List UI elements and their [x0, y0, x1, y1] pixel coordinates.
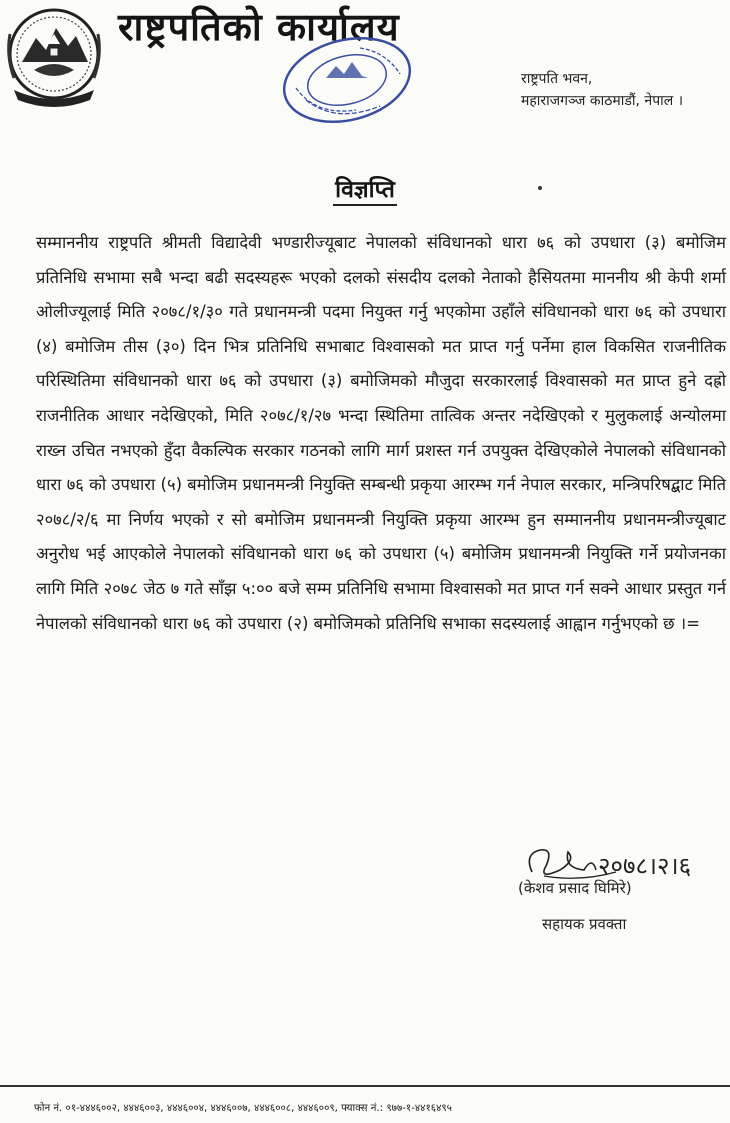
office-title: राष्ट्रपतिको कार्यालय [118, 5, 400, 49]
address-line-2: महाराजगञ्ज काठमाडौं, नेपाल । [521, 93, 684, 109]
office-round-stamp-icon [276, 34, 418, 130]
notice-heading-text: विज्ञप्ति [333, 177, 397, 206]
address-line-1: राष्ट्रपति भवन, [521, 71, 593, 87]
ink-dot [538, 186, 542, 190]
nepal-emblem-icon [4, 4, 104, 108]
footer-divider [0, 1085, 730, 1087]
notice-body: सम्माननीय राष्ट्रपति श्रीमती विद्यादेवी भण्डारीज्यूबाट नेपालको संविधानको धारा ७६ को उपधारा (३) बमोजिम प्रतिनिधि सभामा सबै भन्दा बढी सदस्यहरू भएको दलको संसदीय दलको नेताको हैसियतमा माननीय श्री केपी शर्मा ओलीज्यूलाई मिति २०७८/१/३० गते प्रधानमन्त्री पदमा नियुक्त गर्नु भएकोमा उहाँले संविधानको धारा ७६ को उपधारा (४) बमोजिम तीस (३०) दिन भित्र प्रतिनिधि सभाबाट विश्वासको मत प्राप्त गर्नु पर्नेमा हाल विकसित राजनीतिक परिस्थितिमा संविधानको धारा ७६ को उपधारा (३) बमोजिमको मौजुदा सरकारलाई विश्वासको मत प्राप्त हुने दह्रो राजनीतिक आधार नदेखिएको, मिति २०७८/१/२७ भन्दा स्थितिमा तात्विक अन्तर नदेखिएको र मुलुकलाई अन्योलमा राख्न उचित नभएको हुँदा वैकल्पिक सरकार गठनको लागि मार्ग प्रशस्त गर्न उपयुक्त देखिएकोले नेपालको संविधानको धारा ७६ को उपधारा (५) बमोजिम प्रधानमन्त्री नियुक्ति सम्बन्धी प्रकृया आरम्भ गर्न नेपाल सरकार, मन्त्रिपरिषद्बाट मिति २०७८/२/६ मा निर्णय भएको र सो बमोजिम प्रधानमन्त्री नियुक्ति प्रकृया आरम्भ हुन सम्माननीय प्रधानमन्त्रीज्यूबाट अनुरोध भई आएकोले नेपालको संविधानको धारा ७६ को उपधारा (५) बमोजिम प्रधानमन्त्री नियुक्ति गर्ने प्रयोजनका लागि मिति २०७८ जेठ ७ गते साँझ ५:०० बजे सम्म प्रतिनिधि सभामा विश्वासको मत प्राप्त गर्न सक्ने आधार प्रस्तुत गर्न नेपालको संविधानको धारा ७६ को उपधारा (२) बमोजिमको प्रतिनिधि सभाका सदस्यलाई आह्वान गर्नुभएको छ ।= [36, 233, 726, 633]
signer-title: सहायक प्रवक्ता [542, 915, 627, 933]
signature-date: २०७८।२।६ [598, 852, 692, 880]
signer-name: (केशव प्रसाद घिमिरे) [518, 879, 632, 897]
notice-heading [0, 172, 730, 204]
office-address [521, 68, 683, 112]
footer-contact: फोन नं. ०१-४४४६००२, ४४४६००३, ४४४६००४, ४४४६००७, ४४४६००८, ४४४६००९, फ्याक्स नं.: ९७७-१-४४१६४९५ [34, 1103, 452, 1114]
